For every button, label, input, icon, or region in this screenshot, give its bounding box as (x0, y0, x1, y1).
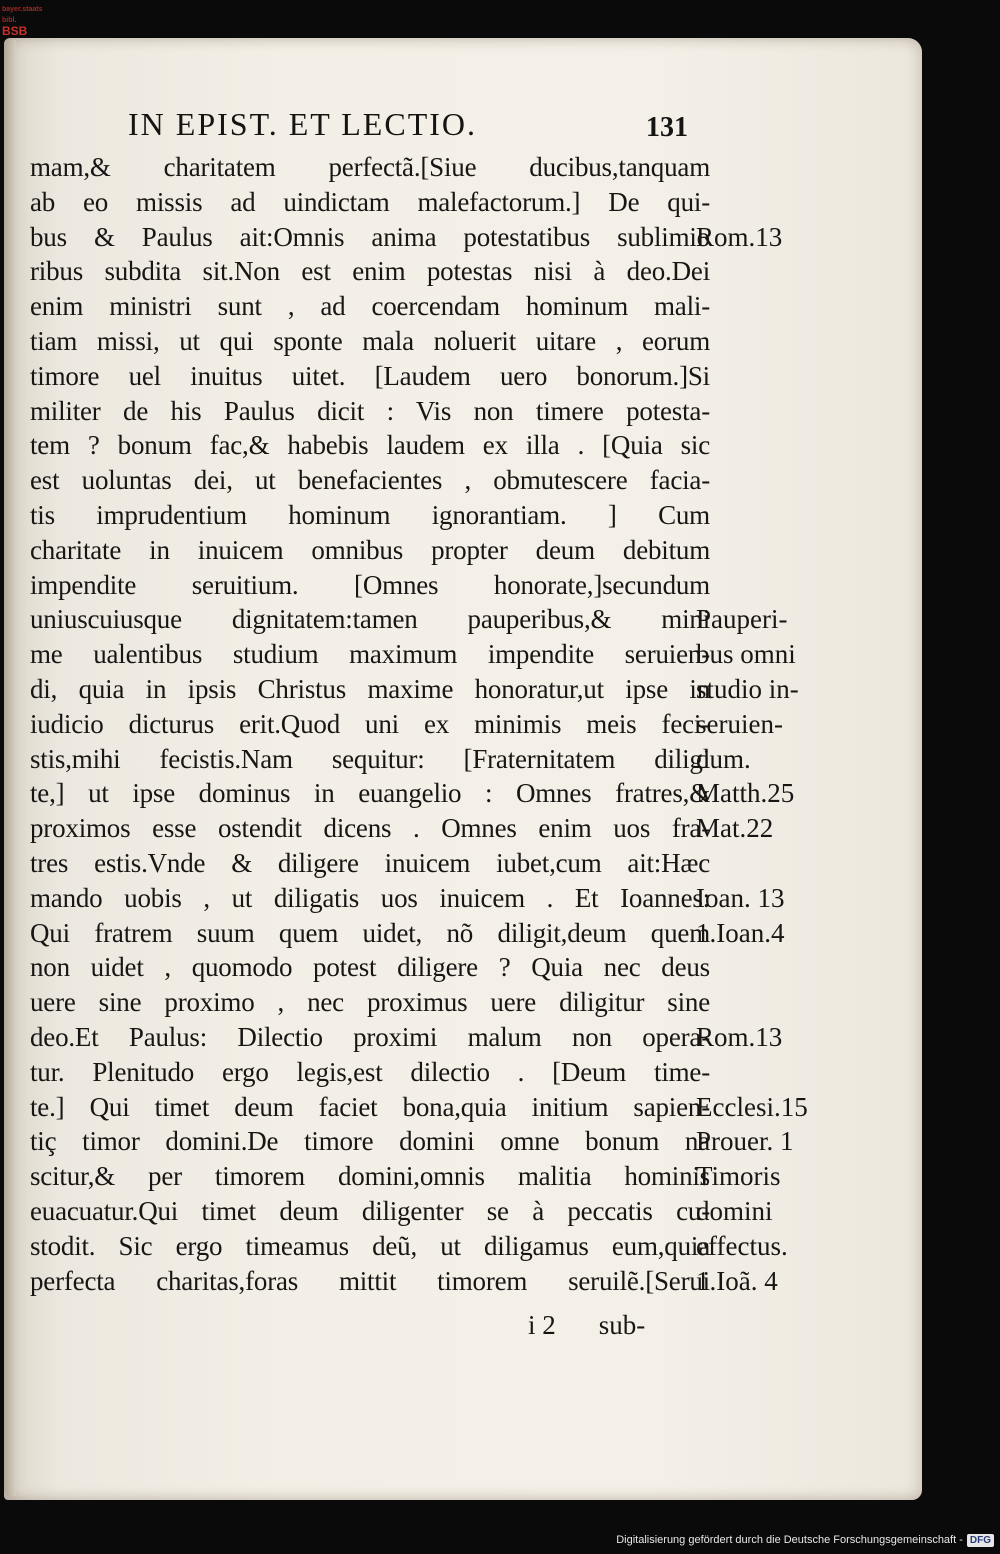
text-line: stodit. Sic ergo timeamus deũ, ut diligamus eum,quia (30, 1230, 710, 1261)
digitization-credit (616, 1530, 994, 1550)
main-text-block (30, 150, 710, 1298)
text-line: me ualentibus studium maximum impendite seruien- (30, 639, 710, 670)
text-line: tur. Plenitudo ergo legis,est dilectio . [Deum time- (30, 1056, 710, 1087)
text-line: perfecta charitas,foras mittit timorem seruilẽ.[Serui (30, 1265, 710, 1296)
page-number: 131 (646, 112, 688, 143)
text-line: te.] Qui timet deum faciet bona,quia initium sapien- (30, 1091, 710, 1122)
text-line: proximos esse ostendit dicens . Omnes enim uos fra- (30, 813, 710, 844)
margin-note: Prouer. 1 (696, 1126, 794, 1157)
text-line: tis imprudentium hominum ignorantiam. ] Cum (30, 499, 710, 530)
text-line: militer de his Paulus dicit : Vis non timere potesta- (30, 395, 710, 426)
text-line: bus & Paulus ait:Omnis anima potestatibus sublimio (30, 221, 710, 252)
library-stamp (2, 4, 43, 38)
text-line: scitur,& per timorem domini,omnis malitia hominis (30, 1161, 710, 1192)
margin-note: Rom.13 (696, 1022, 783, 1052)
page-foot (528, 1310, 688, 1341)
margin-note: seruien- (696, 708, 783, 739)
margin-note: Ioan. 13 (696, 882, 785, 913)
margin-note: Pauperi- (696, 604, 788, 635)
text-line: Qui fratrem suum quem uidet, nõ diligit,deum quem (30, 917, 710, 948)
text-line: tres estis.Vnde & diligere inuicem iubet,cum ait:Hæc (30, 847, 710, 878)
text-line: te,] ut ipse dominus in euangelio : Omnes fratres,& (30, 778, 710, 809)
text-line: tiam missi, ut qui sponte mala noluerit uitare , eorum (30, 325, 710, 356)
margin-note: studio in- (696, 674, 799, 704)
library-stamp-small-text: bayer.staats bibl. (2, 6, 43, 24)
margin-note: Mat.22 (696, 813, 774, 844)
running-head: IN EPIST. ET LECTIO. (128, 106, 477, 142)
page-gutter-shadow (4, 40, 16, 1496)
credit-text: Digitalisierung gefördert durch die Deutsche Forschungsgemeinschaft - (616, 1534, 963, 1546)
margin-note: Matth.25 (696, 778, 795, 809)
text-line: uniuscuiusque dignitatem:tamen pauperibus,& mini (30, 604, 710, 635)
text-line: ab eo missis ad uindictam malefactorum.] De qui- (30, 186, 710, 217)
text-line: ribus subdita sit.Non est enim potestas nisi à deo.Dei (30, 256, 710, 287)
text-line: mando uobis , ut diligatis uos inuicem . Et Ioannes: (30, 882, 710, 913)
margin-note: Ecclesi.15 (696, 1091, 808, 1122)
text-line: est uoluntas dei, ut benefacientes , obmutescere facia- (30, 465, 710, 496)
dfg-logo: DFG (967, 1534, 994, 1547)
catchword: sub- (598, 1310, 646, 1340)
margin-note: Rom.13 (696, 221, 783, 252)
margin-note: bus omni (696, 639, 796, 670)
text-line: tiç timor domini.De timore domini omne bonum na (30, 1126, 710, 1157)
margin-note: effectus. (696, 1230, 788, 1261)
text-line: di, quia in ipsis Christus maxime honoratur,ut ipse in (30, 673, 710, 704)
text-line: charitate in inuicem omnibus propter deum debitum (30, 534, 710, 565)
text-line: uere sine proximo , nec proximus uere diligitur sine (30, 987, 710, 1018)
signature-mark: i 2 (528, 1310, 556, 1340)
text-line: tem ? bonum fac,& habebis laudem ex illa . [Quia sic (30, 430, 710, 461)
margin-note: Timoris (696, 1161, 781, 1192)
text-line: timore uel inuitus uitet. [Laudem uero bonorum.]Si (30, 360, 710, 391)
text-line: stis,mihi fecistis.Nam sequitur: [Fraternitatem diligi (30, 743, 710, 774)
text-line: non uidet , quomodo potest diligere ? Quia nec deus (30, 952, 710, 983)
text-line: impendite seruitium. [Omnes honorate,]secundum (30, 569, 710, 600)
margin-note: dum. (696, 743, 751, 774)
margin-note: 1.Ioã. 4 (696, 1265, 778, 1296)
text-line: deo.Et Paulus: Dilectio proximi malum non opera- (30, 1021, 710, 1052)
text-line: euacuatur.Qui timet deum diligenter se à peccatis cu- (30, 1195, 710, 1226)
library-stamp-label: BSB (2, 24, 28, 38)
text-line: iudicio dicturus erit.Quod uni ex minimis meis feci- (30, 708, 710, 739)
text-line: mam,& charitatem perfectã.[Siue ducibus,tanquam (30, 152, 710, 182)
text-line: enim ministri sunt , ad coercendam hominum mali- (30, 291, 710, 322)
margin-note: domini (696, 1196, 773, 1226)
margin-note: 1.Ioan.4 (696, 917, 785, 948)
